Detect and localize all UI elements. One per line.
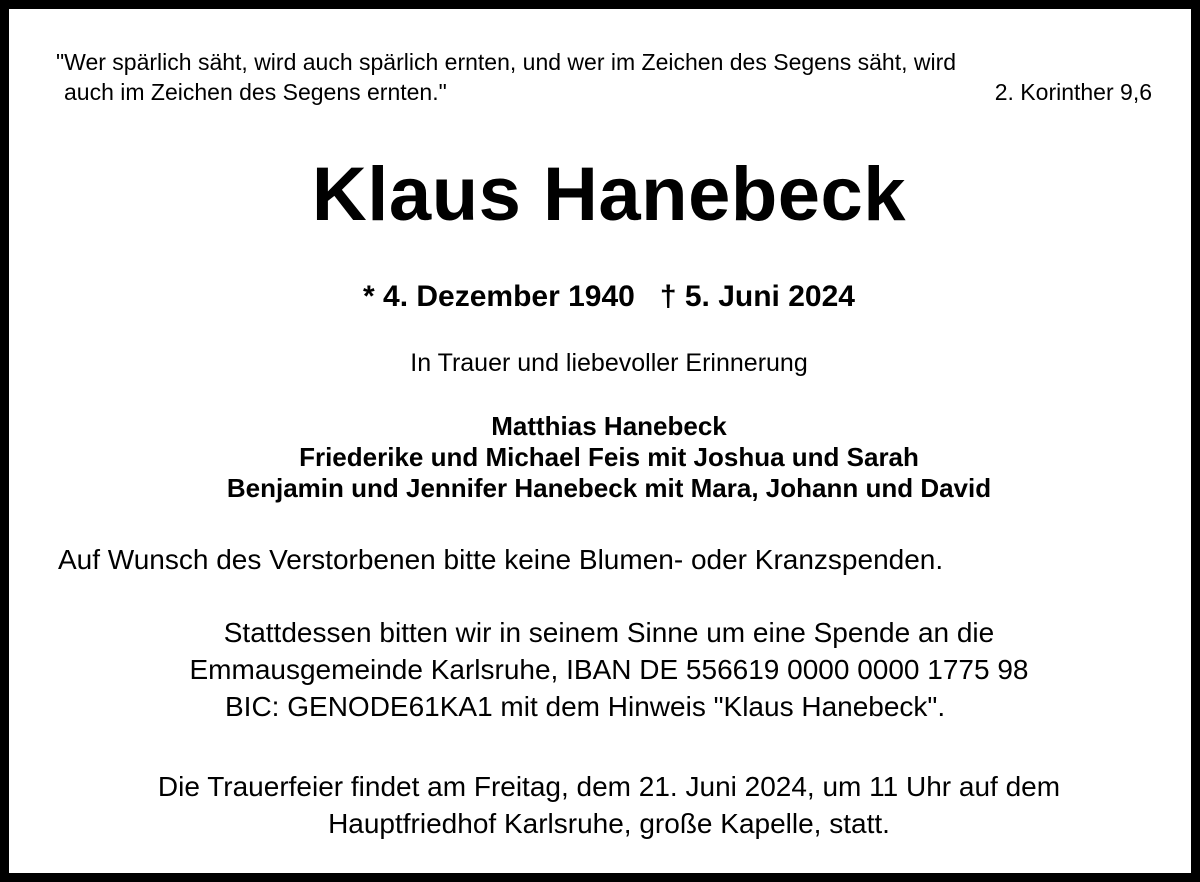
family-member: Benjamin und Jennifer Hanebeck mit Mara, Johann und David: [226, 473, 992, 503]
donation-line-1: Stattdessen bitten wir in seinem Sinne um eine Spende an die: [223, 617, 995, 648]
donation-line-3: BIC: GENODE61KA1 mit dem Hinweis "Klaus Hanebeck".: [225, 691, 946, 722]
donation-line-2: Emmausgemeinde Karlsruhe, IBAN DE 556619 0000 0000 1775 98: [189, 654, 1029, 685]
quote-line-1: "Wer spärlich säht, wird auch spärlich ernten, und wer im Zeichen des Segens säht, wird: [56, 49, 957, 75]
donation-notice: [9, 614, 1200, 725]
family-list: [9, 411, 1200, 504]
family-member: Friederike und Michael Feis mit Joshua und Sarah: [299, 442, 919, 472]
quote-line-2-row: [56, 77, 1160, 107]
quote-source: 2. Korinther 9,6: [994, 79, 1152, 105]
mourning-line: In Trauer und liebevoller Erinnerung: [410, 349, 808, 377]
deceased-name: Klaus Hanebeck: [311, 152, 907, 237]
no-flowers-notice: Auf Wunsch des Verstorbenen bitte keine Blumen- oder Kranzspenden.: [58, 544, 944, 575]
bible-quote: [56, 47, 1160, 107]
life-dates: * 4. Dezember 1940 † 5. Juni 2024: [363, 280, 855, 313]
quote-line-2: auch im Zeichen des Segens ernten.": [64, 79, 447, 105]
family-member: Matthias Hanebeck: [491, 411, 727, 441]
ceremony-line-2: Hauptfriedhof Karlsruhe, große Kapelle, statt.: [328, 808, 890, 839]
ceremony-notice: [9, 768, 1200, 842]
ceremony-line-1: Die Trauerfeier findet am Freitag, dem 21. Juni 2024, um 11 Uhr auf dem: [157, 771, 1061, 802]
